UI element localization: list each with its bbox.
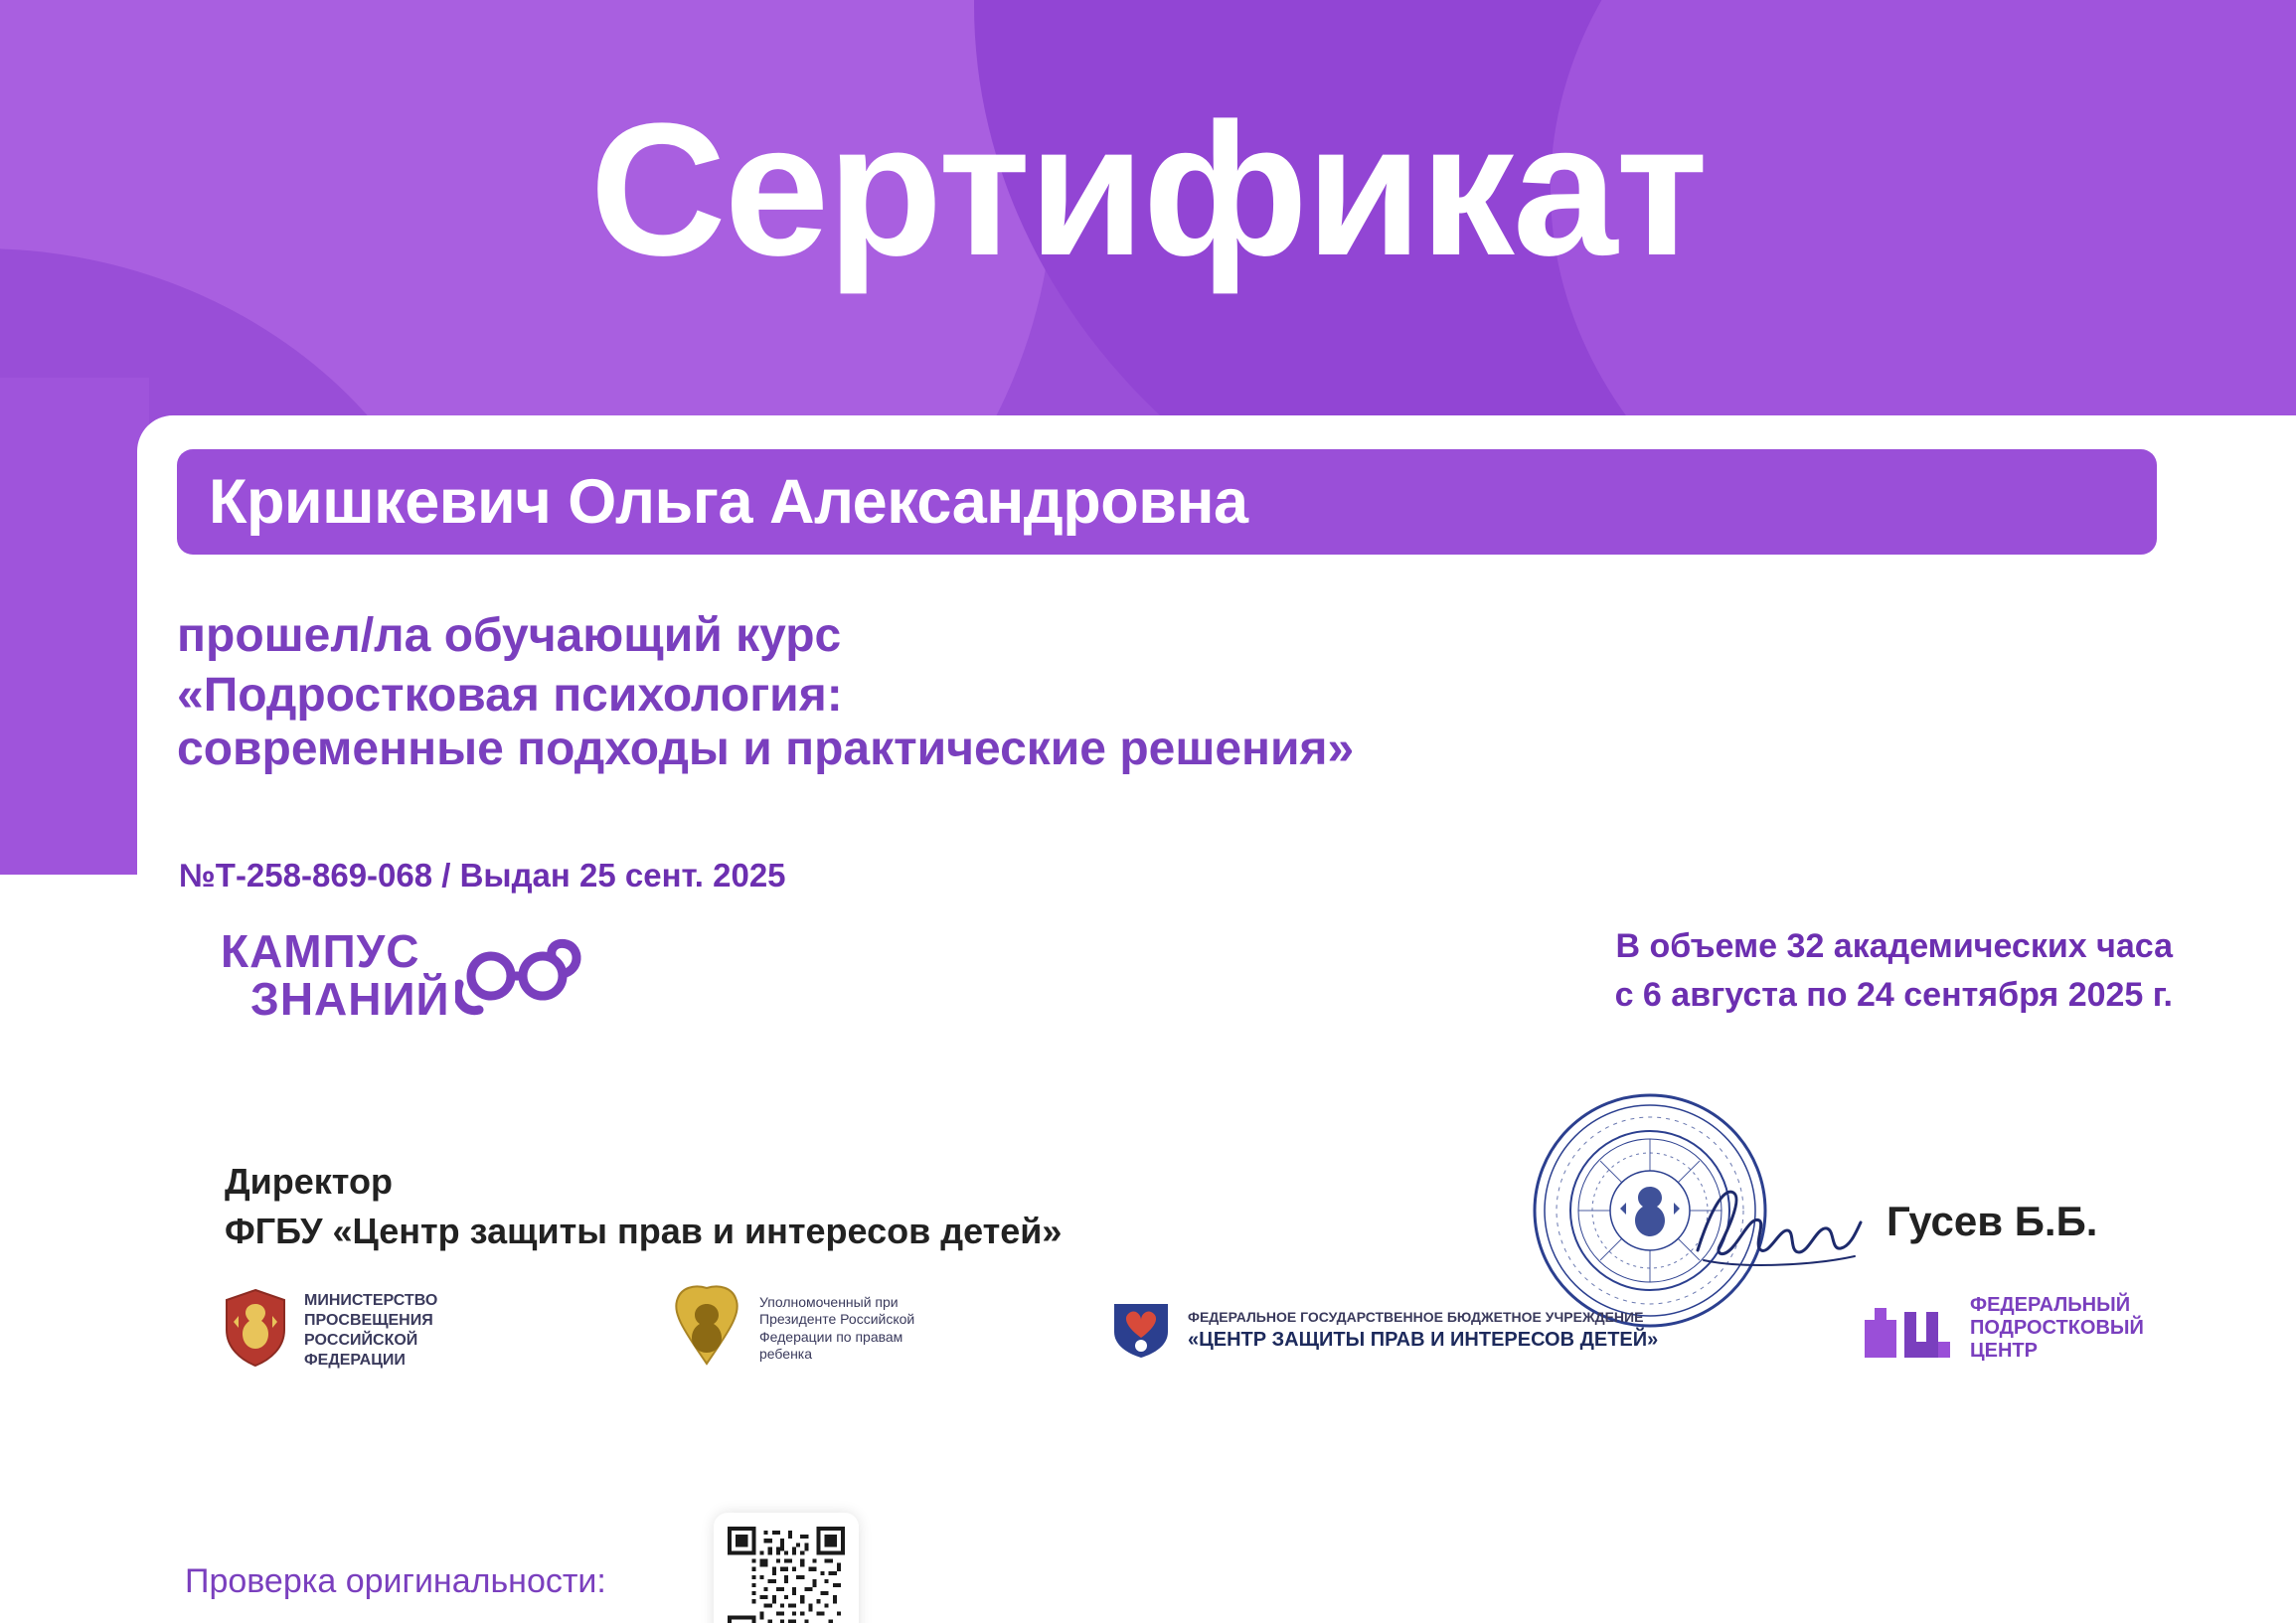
recipient-name: Кришкевич Ольга Александровна — [209, 467, 1248, 537]
kampus-znaniy-logo — [221, 924, 598, 1024]
purple-left-column-overlay — [0, 378, 149, 875]
course-period-line-2: с 6 августа по 24 сентября 2025 г. — [1614, 976, 2173, 1015]
ministry-coat-of-arms-icon — [221, 1286, 290, 1375]
teen-center-logo-icon — [1861, 1290, 1956, 1367]
center-logo-icon — [1108, 1296, 1174, 1365]
emblem-row — [0, 1280, 2296, 1389]
verification-qr-box[interactable] — [714, 1513, 859, 1623]
emblem-ombudsman — [668, 1282, 914, 1375]
ministry-label: МИНИСТЕРСТВО ПРОСВЕЩЕНИЯ РОССИЙСКОЙ ФЕДЕРАЦИИ — [304, 1291, 438, 1369]
course-hours-block — [1615, 922, 2173, 1021]
course-title-line-1: «Подростковая психология: — [177, 669, 843, 722]
emblem-federal-teen-center — [1861, 1290, 2144, 1367]
center-label-line-2: «ЦЕНТР ЗАЩИТЫ ПРАВ И ИНТЕРЕСОВ ДЕТЕЙ» — [1188, 1329, 1659, 1351]
course-title-line-2: современные подходы и практические решения» — [177, 723, 1355, 775]
page-title: Сертификат — [589, 84, 1707, 295]
signatory-name: Гусев Б.Б. — [1886, 1198, 2098, 1244]
verification-label: Проверка оригинальности: — [185, 1562, 606, 1600]
signatory-role: Директор — [225, 1161, 393, 1202]
ombudsman-label: Уполномоченный при Президенте Российской Федерации по правам ребенка — [759, 1293, 915, 1362]
teen-center-label: ФЕДЕРАЛЬНЫЙ ПОДРОСТКОВЫЙ ЦЕНТР — [1970, 1294, 2144, 1362]
recipient-name-bar — [177, 449, 2157, 555]
handwritten-signature — [1690, 1173, 1869, 1282]
center-label-line-1: ФЕДЕРАЛЬНОЕ ГОСУДАРСТВЕННОЕ БЮДЖЕТНОЕ УЧРЕЖДЕНИЕ — [1188, 1309, 1644, 1325]
signatory-organization: ФГБУ «Центр защиты прав и интересов детей» — [225, 1211, 1063, 1251]
course-hours-line-1: В объеме 32 академических часа — [1615, 927, 2173, 965]
course-intro-text: прошел/ла обучающий курс — [177, 609, 842, 662]
logo-line-1: КАМПУС — [221, 925, 420, 977]
certificate-number-and-date: №Т-258-869-068 / Выдан 25 сент. 2025 — [179, 857, 786, 893]
ombudsman-coat-of-arms-icon — [668, 1282, 745, 1375]
white-card-notch — [2149, 415, 2296, 614]
glasses-icon — [455, 930, 594, 1020]
emblem-center — [1108, 1296, 1658, 1365]
emblem-ministry — [221, 1286, 437, 1375]
center-labels — [1188, 1308, 1658, 1353]
qr-code-icon[interactable] — [728, 1527, 845, 1623]
logo-line-2: ЗНАНИЙ — [250, 973, 450, 1025]
